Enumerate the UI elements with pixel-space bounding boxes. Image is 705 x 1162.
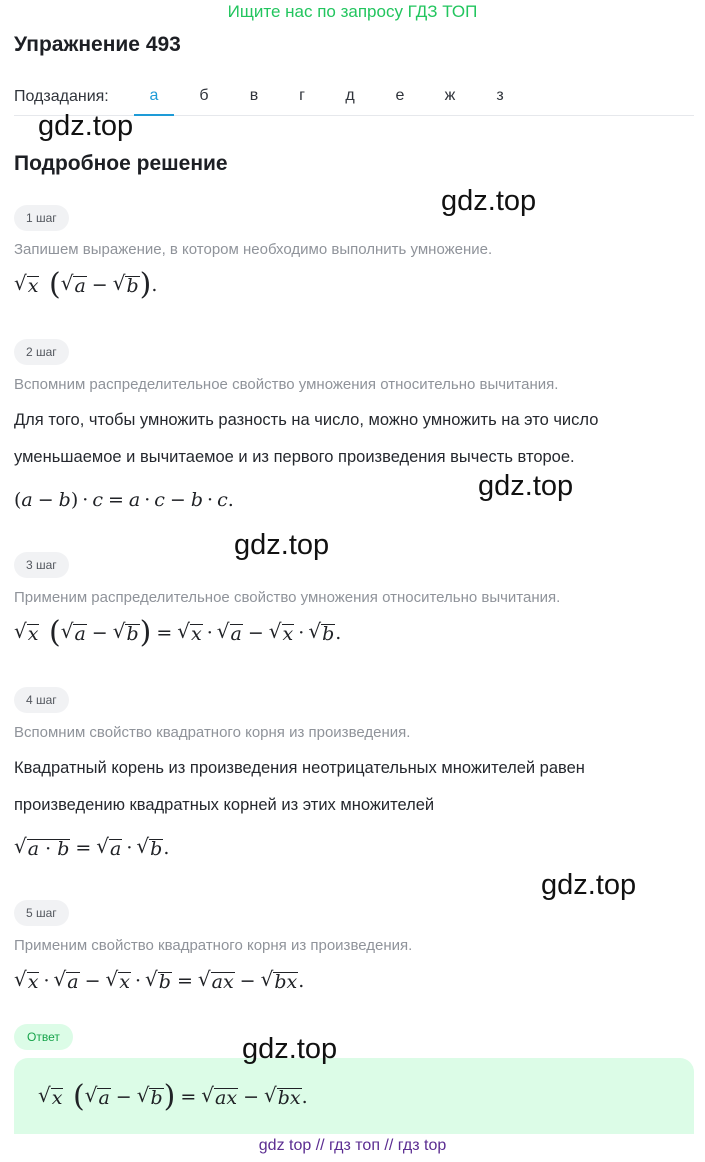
subtask-tab-e[interactable]: е bbox=[395, 87, 405, 104]
watermark: gdz.top bbox=[441, 185, 537, 217]
step-hint-4: Вспомним свойство квадратного корня из произведения. bbox=[14, 724, 411, 741]
subtask-tab-d[interactable]: д bbox=[345, 87, 355, 104]
step-badge-4: 4 шаг bbox=[14, 687, 69, 713]
watermark: gdz.top bbox=[242, 1033, 338, 1065]
step-text-4-line-1: Квадратный корень из произведения неотрицательных множителей равен bbox=[14, 759, 585, 777]
answer-badge: Ответ bbox=[14, 1024, 73, 1050]
promo-banner[interactable]: Ищите нас по запросу ГДЗ ТОП bbox=[227, 2, 478, 21]
subtask-tab-g[interactable]: г bbox=[299, 87, 305, 104]
watermark: gdz.top bbox=[234, 529, 330, 561]
footer-links[interactable]: gdz top // гдз топ // гдз top bbox=[258, 1137, 447, 1154]
step-text-2-line-1: Для того, чтобы умножить разность на число, можно умножить на это число bbox=[14, 411, 599, 429]
step-badge-5: 5 шаг bbox=[14, 900, 69, 926]
answer-box bbox=[14, 1058, 694, 1134]
subtask-tab-a[interactable]: а bbox=[134, 80, 174, 116]
step-badge-3: 3 шаг bbox=[14, 552, 69, 578]
watermark: gdz.top bbox=[478, 470, 574, 502]
answer-formula: √ x ( √ a − √ b ) = √ ax − √ bx . bbox=[38, 1079, 308, 1114]
step-badge-1: 1 шаг bbox=[14, 205, 69, 231]
watermark: gdz.top bbox=[541, 869, 637, 901]
formula-step-1: √ x ( √ a − √ b ) . bbox=[14, 267, 158, 302]
formula-step-2: ( a − b ) · c = a · c − b · c . bbox=[14, 489, 234, 511]
formula-step-5: √ x · √ a − √ x · √ b = √ ax − √ bx . bbox=[14, 967, 305, 993]
subtask-tab-b[interactable]: б bbox=[199, 87, 209, 104]
formula-step-4: √ a · b = √ a · √ b . bbox=[14, 834, 170, 860]
step-hint-1: Запишем выражение, в котором необходимо выполнить умножение. bbox=[14, 241, 493, 258]
formula-step-3: √ x ( √ a − √ b ) = √ x · √ a − √ x · √ b . bbox=[14, 615, 342, 650]
subtask-tab-v[interactable]: в bbox=[249, 87, 259, 104]
step-hint-2: Вспомним распределительное свойство умножения относительно вычитания. bbox=[14, 376, 559, 393]
page-title: Упражнение 493 bbox=[14, 33, 181, 56]
step-badge-2: 2 шаг bbox=[14, 339, 69, 365]
section-title: Подробное решение bbox=[14, 152, 228, 175]
step-hint-3: Применим распределительное свойство умножения относительно вычитания. bbox=[14, 589, 561, 606]
subtask-tab-zh[interactable]: ж bbox=[444, 87, 456, 104]
subtasks-label: Подзадания: bbox=[14, 88, 109, 105]
step-hint-5: Применим свойство квадратного корня из произведения. bbox=[14, 937, 413, 954]
watermark: gdz.top bbox=[38, 110, 134, 142]
step-text-2-line-2: уменьшаемое и вычитаемое и из первого произведения вычесть второе. bbox=[14, 448, 575, 466]
subtask-tab-z[interactable]: з bbox=[496, 87, 504, 104]
step-text-4-line-2: произведению квадратных корней из этих множителей bbox=[14, 796, 435, 814]
